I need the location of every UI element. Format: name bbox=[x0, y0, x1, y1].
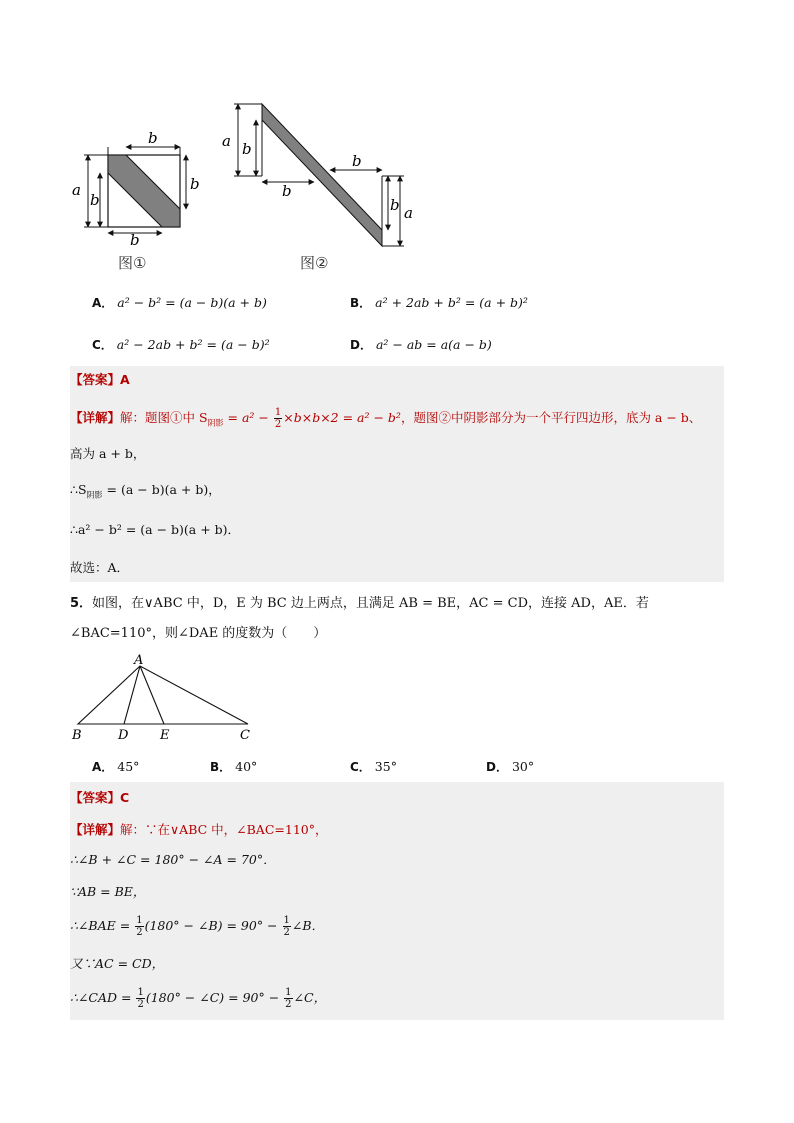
q5-line-4-fraction-1 bbox=[135, 915, 143, 938]
q5-option-b-label: B． bbox=[210, 760, 232, 774]
fig1-top-b-label: b bbox=[148, 129, 158, 147]
q5-line-6-end: ∠C， bbox=[293, 990, 327, 1005]
q4-detail-row bbox=[70, 404, 724, 438]
point-d-label: D bbox=[118, 728, 129, 743]
frac-den: 2 bbox=[283, 927, 290, 938]
figure-2-diagram bbox=[220, 98, 420, 253]
q4-detail-subscript: 阴影 bbox=[207, 418, 224, 428]
fig1-bottom-b-label: b bbox=[130, 231, 140, 245]
fig2-bottom-b-label: b bbox=[282, 182, 292, 200]
q4-option-d-label: D． bbox=[350, 338, 372, 352]
fig1-left-a-label: a bbox=[72, 181, 81, 199]
q5-option-a bbox=[92, 758, 139, 775]
q5-line-4-mid: (180° − ∠B) = 90° − bbox=[144, 918, 282, 933]
q5-line-4-end: ∠B． bbox=[291, 918, 325, 933]
figure-1-diagram bbox=[70, 125, 210, 245]
q4-line-3 bbox=[70, 476, 724, 510]
q4-line-3-rest: = (a − b)(a + b)， bbox=[102, 482, 221, 497]
q4-conclusion: 故选：A． bbox=[70, 560, 130, 575]
q5-detail-row bbox=[70, 816, 724, 844]
q5-line-6-fraction-1 bbox=[136, 987, 144, 1010]
frac-den: 2 bbox=[136, 927, 143, 938]
q5-option-b bbox=[210, 758, 257, 775]
frac-num: 1 bbox=[137, 987, 144, 998]
frac-den: 2 bbox=[137, 999, 144, 1010]
q5-option-c bbox=[350, 758, 397, 775]
q5-answer-value: C bbox=[120, 790, 130, 805]
q4-solution-panel bbox=[70, 366, 724, 582]
q5-option-b-text: 40° bbox=[235, 759, 258, 774]
q5-detail-tag: 【详解】 bbox=[70, 822, 121, 837]
q4-option-a-label: A． bbox=[92, 296, 114, 310]
q5-line-2: ∴∠B + ∠C = 180° − ∠A = 70°． bbox=[70, 852, 276, 867]
q4-option-c-label: C． bbox=[92, 338, 113, 352]
q4-detail-fraction bbox=[274, 407, 282, 430]
frac-num: 1 bbox=[283, 915, 290, 926]
frac-den: 2 bbox=[285, 999, 292, 1010]
frac-num: 1 bbox=[136, 915, 143, 926]
fig2-right-a-label: a bbox=[404, 204, 413, 222]
q5-line-6-prefix: ∴∠CAD = bbox=[70, 990, 136, 1005]
q5-line-6 bbox=[70, 984, 724, 1012]
q5-option-c-text: 35° bbox=[374, 759, 397, 774]
q4-option-b-label: B． bbox=[350, 296, 372, 310]
q5-option-d bbox=[486, 758, 534, 775]
point-a-label: A bbox=[134, 653, 144, 668]
fig2-right-b-label: b bbox=[390, 196, 400, 214]
q5-stem-line-1 bbox=[70, 592, 649, 611]
q5-number: 5． bbox=[70, 596, 93, 611]
q4-line-2: 高为 a + b， bbox=[70, 446, 146, 461]
q4-answer-tag: 【答案】 bbox=[70, 372, 121, 387]
figure-2-caption: 图② bbox=[300, 254, 329, 272]
q5-line-4 bbox=[70, 912, 724, 940]
q5-line-3: ∵AB = BE， bbox=[70, 884, 146, 899]
q4-detail-mid2: ×b×b×2 = a² − b² bbox=[283, 410, 401, 425]
fig2-top-b-label: b bbox=[352, 152, 362, 170]
q5-option-d-label: D． bbox=[486, 760, 508, 774]
q4-option-d-text: a² − ab = a(a − b) bbox=[375, 337, 492, 352]
q5-line-6-mid: (180° − ∠C) = 90° − bbox=[145, 990, 284, 1005]
q4-detail-mid1: = a² − bbox=[223, 410, 273, 425]
fig2-left-a-label: a bbox=[222, 132, 231, 150]
q5-line-6-fraction-2 bbox=[284, 987, 292, 1010]
point-b-label: B bbox=[72, 728, 82, 743]
q4-option-a bbox=[92, 294, 267, 311]
q4-option-d bbox=[350, 336, 492, 353]
fig1-right-b-label: b bbox=[190, 175, 200, 193]
q5-line-5: 又∵AC = CD， bbox=[70, 956, 165, 971]
q5-detail-line-1: 解：∵在∨ABC 中，∠BAC=110°， bbox=[120, 822, 328, 837]
q5-answer-tag: 【答案】 bbox=[70, 790, 121, 805]
q4-detail-frac-den: 2 bbox=[274, 419, 282, 430]
q4-option-a-text: a² − b² = (a − b)(a + b) bbox=[117, 295, 267, 310]
q4-option-c bbox=[92, 336, 270, 353]
q5-stem-line-2: ∠BAC=110°，则∠DAE 的度数为（ ） bbox=[70, 626, 327, 641]
fig1-left-b-label: b bbox=[90, 191, 100, 209]
q5-triangle-diagram bbox=[68, 652, 258, 744]
frac-num: 1 bbox=[285, 987, 292, 998]
q5-option-a-label: A． bbox=[92, 760, 114, 774]
q4-detail-frac-num: 1 bbox=[274, 407, 282, 418]
q5-option-d-text: 30° bbox=[511, 759, 535, 774]
q4-line-4: ∴a² − b² = (a − b)(a + b)． bbox=[70, 522, 241, 537]
figure-1-caption: 图① bbox=[118, 254, 147, 272]
q4-option-c-text: a² − 2ab + b² = (a − b)² bbox=[116, 337, 270, 352]
q5-answer-row bbox=[70, 784, 724, 812]
q5-option-a-text: 45° bbox=[117, 759, 140, 774]
q5-line-4-fraction-2 bbox=[283, 915, 291, 938]
q4-option-b bbox=[350, 294, 528, 311]
point-c-label: C bbox=[240, 728, 250, 743]
q4-detail-prefix: 解：题图①中 S bbox=[120, 410, 208, 425]
q4-detail-tag: 【详解】 bbox=[70, 410, 121, 425]
q5-line-4-prefix: ∴∠BAE = bbox=[70, 918, 135, 933]
point-e-label: E bbox=[160, 728, 170, 743]
q4-line-3-subscript: 阴影 bbox=[86, 490, 103, 500]
q4-answer-value: A bbox=[120, 372, 130, 387]
q4-line-3-prefix: ∴S bbox=[70, 482, 87, 497]
q4-option-b-text: a² + 2ab + b² = (a + b)² bbox=[375, 295, 528, 310]
q4-answer-row bbox=[70, 366, 724, 394]
q5-stem-text-1: 如图，在∨ABC 中，D，E 为 BC 边上两点，且满足 AB = BE，AC = CD，连接 AD，AE．若 bbox=[92, 596, 649, 611]
q5-option-c-label: C． bbox=[350, 760, 371, 774]
fig2-left-b-label: b bbox=[242, 140, 252, 158]
q4-detail-rest: ，题图②中阴影部分为一个平行四边形，底为 a − b、 bbox=[400, 410, 702, 425]
